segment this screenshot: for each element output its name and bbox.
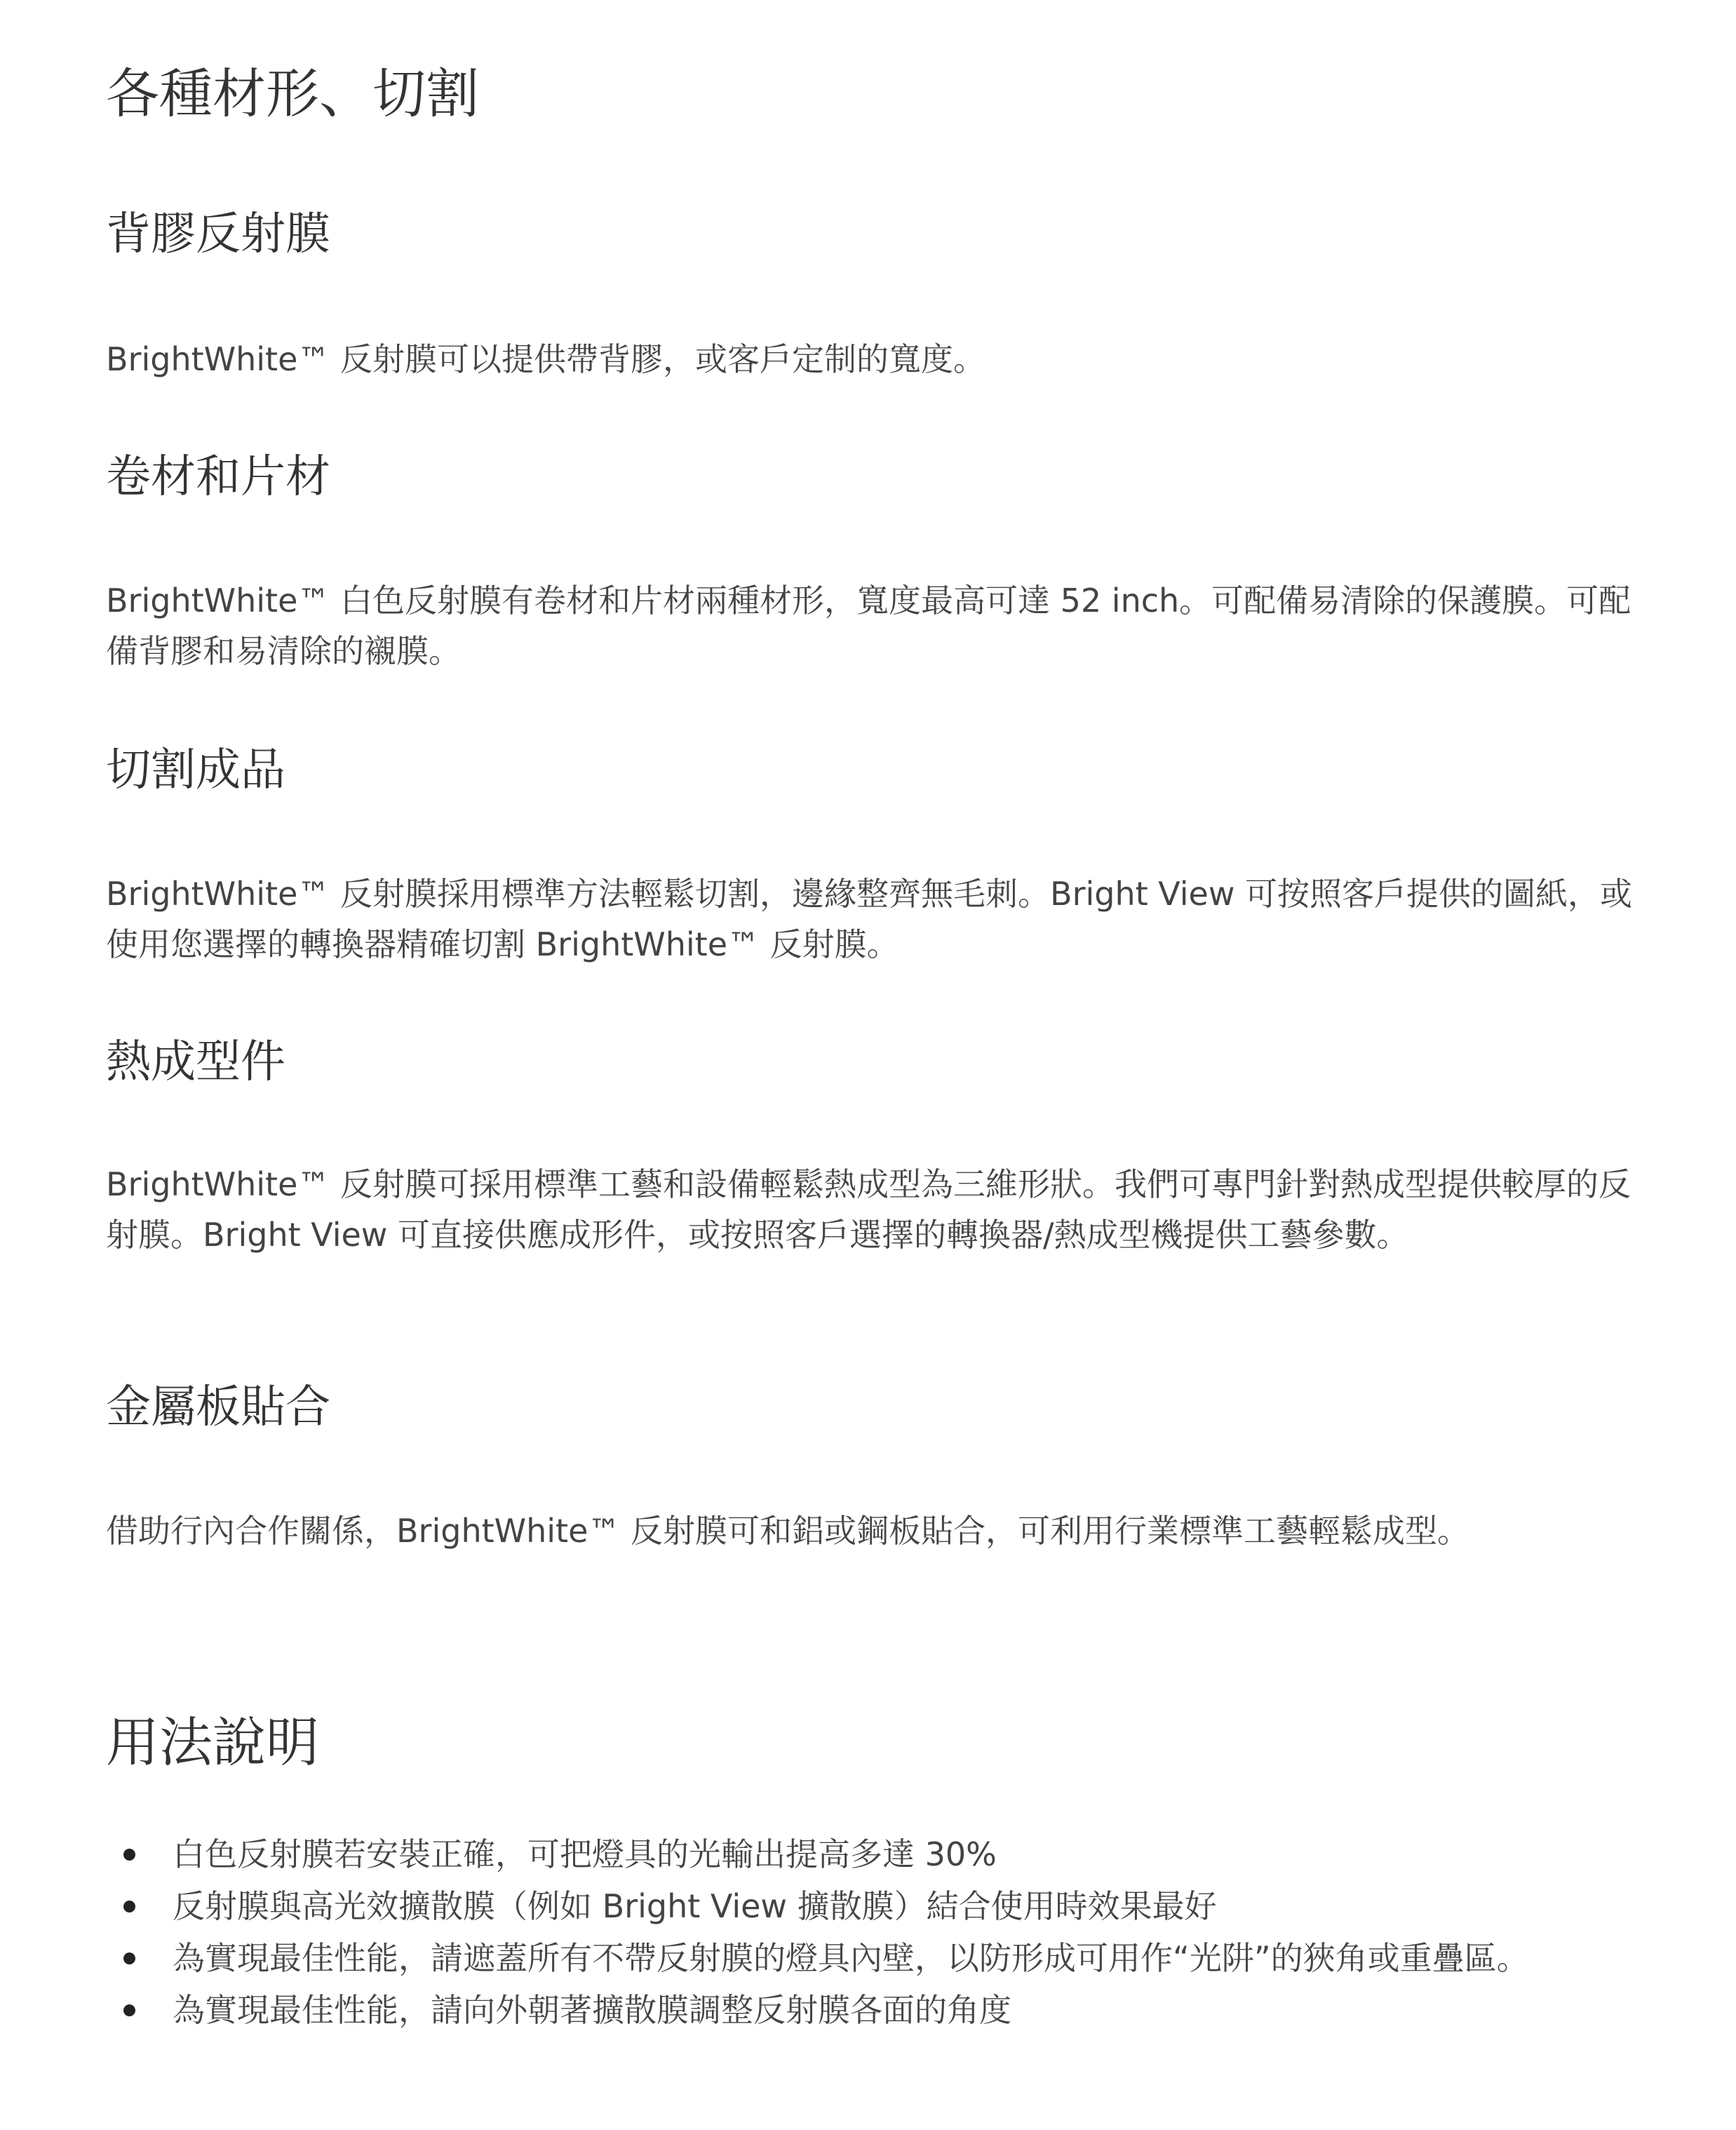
usage-bullet-text: 白色反射膜若安裝正確，可把燈具的光輸出提高多達 30% [173, 1835, 997, 1873]
heading-adhesive-backed-film: 背膠反射膜 [106, 208, 330, 260]
usage-bullet-item [106, 1932, 1529, 1984]
bullet-dot-icon [123, 1849, 135, 1861]
bullet-dot-icon [123, 1901, 135, 1913]
usage-bullet-text: 為實現最佳性能，請遮蓋所有不帶反射膜的燈具內壁，以防形成可用作“光阱”的狹角或重疊區。 [173, 1939, 1529, 1977]
usage-bullet-text: 為實現最佳性能，請向外朝著擴散膜調整反射膜各面的角度 [173, 1991, 1011, 2029]
heading-cut-parts: 切割成品 [106, 744, 285, 796]
usage-bullet-item [106, 1984, 1529, 2036]
paragraph-cut-parts: BrightWhite™ 反射膜採用標準方法輕鬆切割，邊緣整齊無毛刺。Bright View 可按照客戶提供的圖紙，或使用您選擇的轉換器精確切割 BrightWhite™ 反射膜。 [106, 875, 1633, 963]
heading-thermoformed-parts: 熱成型件 [106, 1036, 285, 1088]
bullet-dot-icon [123, 1952, 135, 1964]
usage-bullet-item [106, 1880, 1529, 1932]
paragraph-adhesive-backed-film: BrightWhite™ 反射膜可以提供帶背膠，或客戶定制的寬度。 [106, 340, 986, 378]
section-title-forms-cutting: 各種材形、切割 [106, 62, 479, 125]
paragraph-thermoformed-parts: BrightWhite™ 反射膜可採用標準工藝和設備輕鬆熱成型為三維形狀。我們可專門針對熱成型提供較厚的反射膜。Bright View 可直接供應成形件，或按照客戶選擇的轉換器/熱成型機提供工藝參數。 [106, 1165, 1631, 1254]
heading-rolls-and-sheets: 卷材和片材 [106, 451, 330, 503]
usage-bullet-list [106, 1828, 1529, 2036]
section-title-usage: 用法說明 [106, 1711, 319, 1774]
usage-bullet-item [106, 1828, 1529, 1880]
usage-bullet-text: 反射膜與高光效擴散膜（例如 Bright View 擴散膜）結合使用時效果最好 [173, 1887, 1217, 1925]
bullet-dot-icon [123, 2004, 135, 2016]
heading-metal-lamination: 金屬板貼合 [106, 1381, 330, 1433]
paragraph-metal-lamination: 借助行內合作關係，BrightWhite™ 反射膜可和鋁或鋼板貼合，可利用行業標準工藝輕鬆成型。 [106, 1512, 1470, 1550]
paragraph-rolls-and-sheets: BrightWhite™ 白色反射膜有卷材和片材兩種材形，寬度最高可達 52 inch。可配備易清除的保護膜。可配備背膠和易清除的襯膜。 [106, 582, 1631, 670]
